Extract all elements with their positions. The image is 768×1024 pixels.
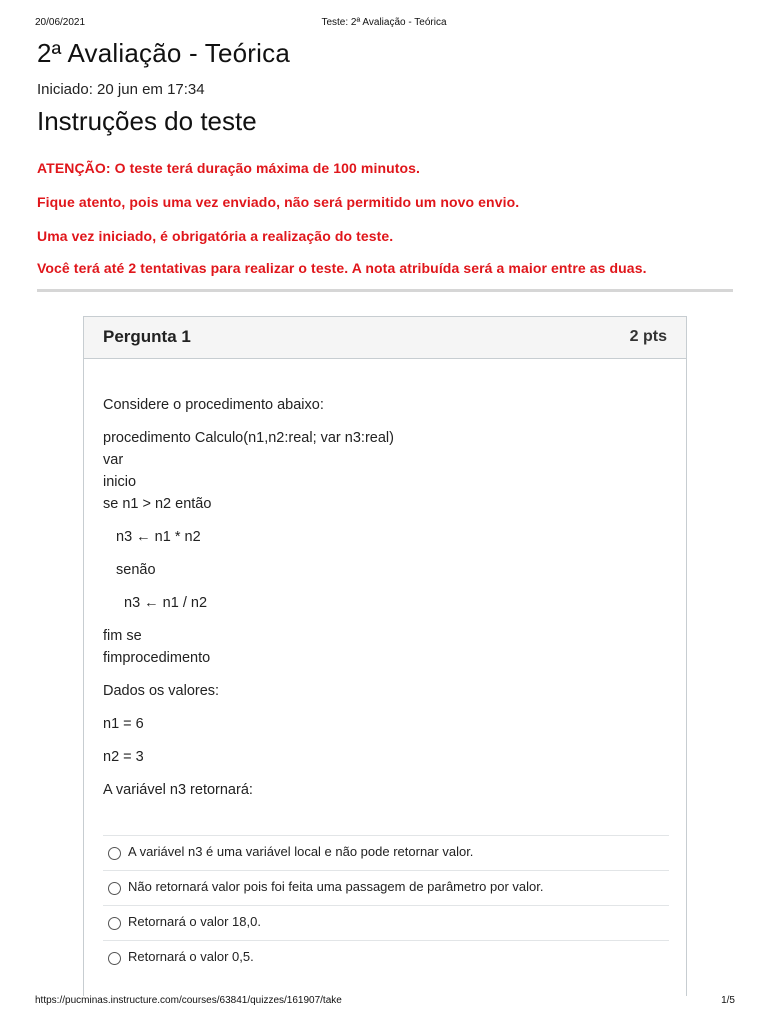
print-header [0, 17, 768, 31]
code-line: var [103, 452, 124, 468]
page-title: 2ª Avaliação - Teórica [37, 38, 290, 68]
section-divider [37, 289, 733, 292]
question-text: Dados os valores: [103, 683, 220, 699]
question-header [84, 317, 686, 359]
question-card [83, 316, 687, 996]
question-intro: Considere o procedimento abaixo: [103, 397, 324, 413]
code-line: n3 ← n1 * n2 [116, 529, 201, 545]
code-line: n3 ← n1 / n2 [124, 595, 208, 611]
answer-label[interactable]: Não retornará valor pois foi feita uma passagem de parâmetro por valor. [128, 879, 544, 894]
radio-button[interactable] [108, 952, 121, 965]
warning-attempts: Você terá até 2 tentativas para realizar o teste. A nota atribuída será a maior entre as duas. [37, 260, 647, 276]
answer-option[interactable] [103, 905, 669, 940]
started-timestamp: Iniciado: 20 jun em 17:34 [37, 81, 205, 98]
question-text: n2 = 3 [103, 749, 144, 765]
warning-mandatory: Uma vez iniciado, é obrigatória a realização do teste. [37, 228, 394, 244]
answer-label[interactable]: A variável n3 é uma variável local e não pode retornar valor. [128, 844, 474, 859]
code-line: senão [116, 562, 156, 578]
page-url: https://pucminas.instructure.com/courses/63841/quizzes/161907/take [35, 995, 342, 1006]
answer-label[interactable]: Retornará o valor 0,5. [128, 949, 254, 964]
page-number: 1/5 [721, 995, 735, 1006]
code-line: fim se [103, 628, 142, 644]
answer-option[interactable] [103, 940, 669, 975]
instructions-heading: Instruções do teste [37, 106, 257, 136]
code-line: procedimento Calculo(n1,n2:real; var n3:real) [103, 430, 394, 446]
warning-single-submit: Fique atento, pois uma vez enviado, não será permitido um novo envio. [37, 194, 520, 210]
radio-button[interactable] [108, 917, 121, 930]
radio-button[interactable] [108, 882, 121, 895]
answer-list [103, 835, 669, 975]
code-line: fimprocedimento [103, 650, 211, 666]
warning-duration: ATENÇÃO: O teste terá duração máxima de 100 minutos. [37, 160, 421, 176]
print-title: Teste: 2ª Avaliação - Teórica [321, 17, 447, 28]
code-line: se n1 > n2 então [103, 496, 212, 512]
question-title: Pergunta 1 [103, 327, 191, 346]
print-date: 20/06/2021 [35, 17, 86, 28]
question-text: n1 = 6 [103, 716, 144, 732]
print-footer [0, 995, 768, 1009]
answer-label[interactable]: Retornará o valor 18,0. [128, 914, 261, 929]
code-line: inicio [103, 474, 137, 490]
question-points: 2 pts [629, 328, 667, 345]
question-prompt: A variável n3 retornará: [103, 782, 253, 798]
radio-button[interactable] [108, 847, 121, 860]
answer-option[interactable] [103, 835, 669, 870]
answer-option[interactable] [103, 870, 669, 905]
